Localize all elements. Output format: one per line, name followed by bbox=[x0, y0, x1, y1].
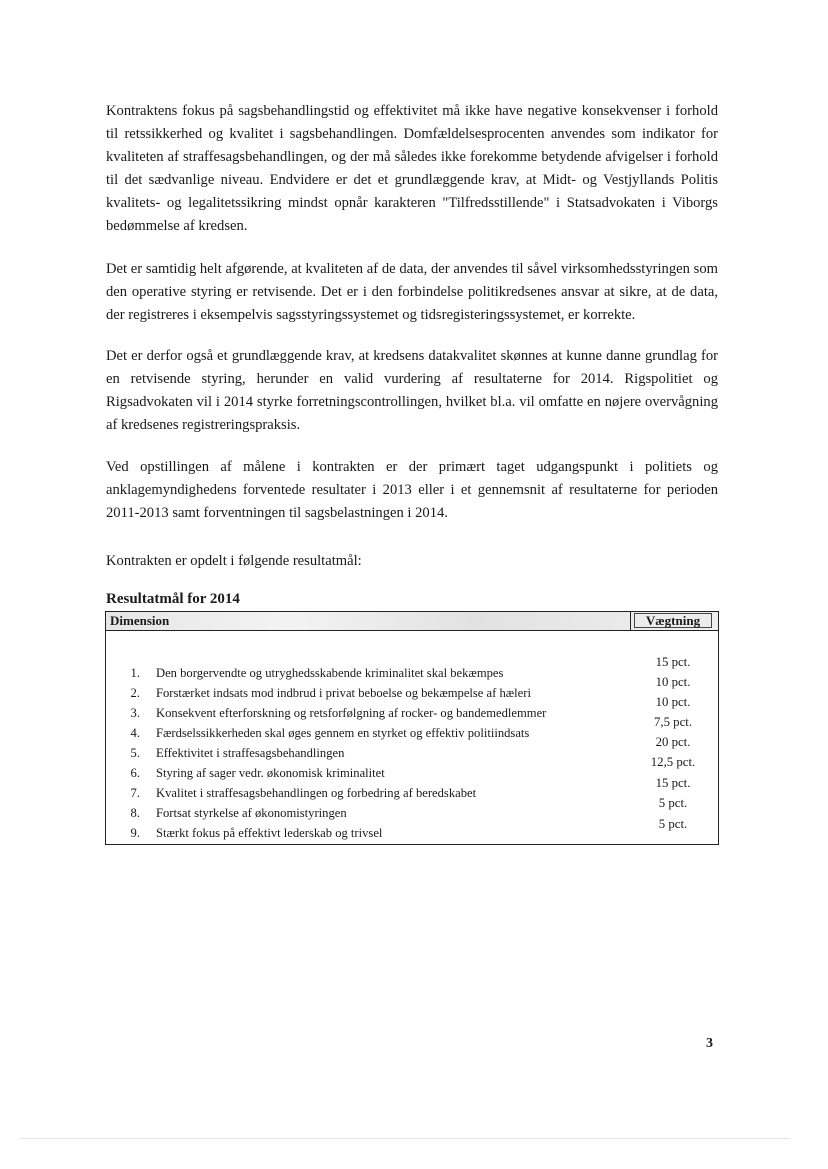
goal-text: Stærkt fokus på effektivt lederskab og trivsel bbox=[156, 826, 383, 840]
goal-number: 4. bbox=[130, 726, 140, 740]
goal-number: 1. bbox=[130, 666, 140, 680]
goal-item bbox=[106, 704, 626, 722]
goal-item bbox=[106, 664, 626, 682]
weight-value: 5 pct. bbox=[658, 796, 688, 810]
goal-number: 5. bbox=[130, 746, 140, 760]
weight-value: 10 pct. bbox=[655, 695, 691, 709]
goal-number: 7. bbox=[130, 786, 140, 800]
goal-item bbox=[106, 824, 626, 842]
goal-item bbox=[106, 784, 626, 802]
goal-item bbox=[106, 744, 626, 762]
goal-text: Styring af sager vedr. økonomisk kriminalitet bbox=[156, 766, 385, 780]
weight-value: 12,5 pct. bbox=[650, 755, 696, 769]
goal-number: 6. bbox=[130, 766, 140, 780]
paragraph-opdeling: Kontrakten er opdelt i følgende resultatmål: bbox=[106, 553, 362, 569]
goal-number: 8. bbox=[130, 806, 140, 820]
weight-value: 20 pct. bbox=[655, 735, 691, 749]
goal-text: Kvalitet i straffesagsbehandlingen og forbedring af beredskabet bbox=[156, 786, 477, 800]
page-number: 3 bbox=[706, 1036, 713, 1051]
goal-text: Forstærket indsats mod indbrud i privat beboelse og bekæmpelse af hæleri bbox=[156, 686, 531, 700]
scan-edge-line bbox=[20, 1138, 790, 1139]
table-title: Resultatmål for 2014 bbox=[106, 591, 240, 607]
goal-item bbox=[106, 684, 626, 702]
weight-value: 7,5 pct. bbox=[653, 715, 693, 729]
goal-text: Effektivitet i straffesagsbehandlingen bbox=[156, 746, 345, 760]
goal-text: Færdselssikkerheden skal øges gennem en styrket og effektiv politiindsats bbox=[156, 726, 530, 740]
paragraph-datakvalitet: Det er samtidig helt afgørende, at kvaliteten af de data, der anvendes til såvel virksomhedsstyringen som den operative styring er retvisende. Det er i den forbindelse politikredsenes ansvar at sikre, at de data, der registreres i eksempelvis sagsstyringssystemet og tidsregisteringssystemet, er korrekte. bbox=[106, 261, 718, 323]
paragraph-grundlaeggende-krav: Det er derfor også et grundlæggende krav, at kredsens datakvalitet skønnes at kunne danne grundlag for en retvisende styring, herunder en valid vurdering af resultaterne for 2014. Rigspolitiet og Rigsadvokaten vil i 2014 styrke forretningscontrollingen, hvilket bl.a. vil omfatte en nøjere overvågning af kredsenes registreringspraksis. bbox=[106, 348, 718, 433]
column-divider bbox=[630, 612, 631, 630]
goal-number: 9. bbox=[130, 826, 140, 840]
goal-number: 3. bbox=[130, 706, 140, 720]
goal-text: Den borgervendte og utryghedsskabende kriminalitet skal bekæmpes bbox=[156, 666, 504, 680]
paragraph-kvalitet: Kontraktens fokus på sagsbehandlingstid og effektivitet må ikke have negative konsekvenser i forhold til retssikkerhed og kvalitet i sagsbehandlingen. Domfældelsesprocenten anvendes som indikator for kvaliteten af straffesagsbehandlingen, og der må således ikke forekomme betydende afvigelser i forhold til det sædvanlige niveau. Endvidere er det et grundlæggende krav, at Midt- og Vestjyllands Politis kvalitets- og legalitetssikring mindst opnår karakteren "Tilfredsstillende" i Statsadvokaten i Viborgs bedømmelse af kredsen. bbox=[106, 103, 718, 234]
weight-value: 5 pct. bbox=[658, 817, 688, 831]
goal-item bbox=[106, 804, 626, 822]
goal-text: Fortsat styrkelse af økonomistyringen bbox=[156, 806, 347, 820]
goal-number: 2. bbox=[130, 686, 140, 700]
column-header-dimension: Dimension bbox=[110, 613, 170, 628]
column-header-weight: Vægtning bbox=[634, 613, 712, 628]
weight-value: 15 pct. bbox=[655, 655, 691, 669]
result-goals-table bbox=[105, 611, 719, 845]
weight-value: 10 pct. bbox=[655, 675, 691, 689]
goal-item bbox=[106, 724, 626, 742]
paragraph-opstilling-af-maal: Ved opstillingen af målene i kontrakten er der primært taget udgangspunkt i politiets og anklagemyndighedens forventede resultater i 2013 eller i et gennemsnit af resultaterne for perioden 2011-2013 samt forventningen til sagsbelastningen i 2014. bbox=[106, 459, 718, 521]
goal-item bbox=[106, 764, 626, 782]
weight-value: 15 pct. bbox=[655, 776, 691, 790]
goal-text: Konsekvent efterforskning og retsforfølgning af rocker- og bandemedlemmer bbox=[156, 706, 547, 720]
table-header bbox=[106, 612, 718, 631]
